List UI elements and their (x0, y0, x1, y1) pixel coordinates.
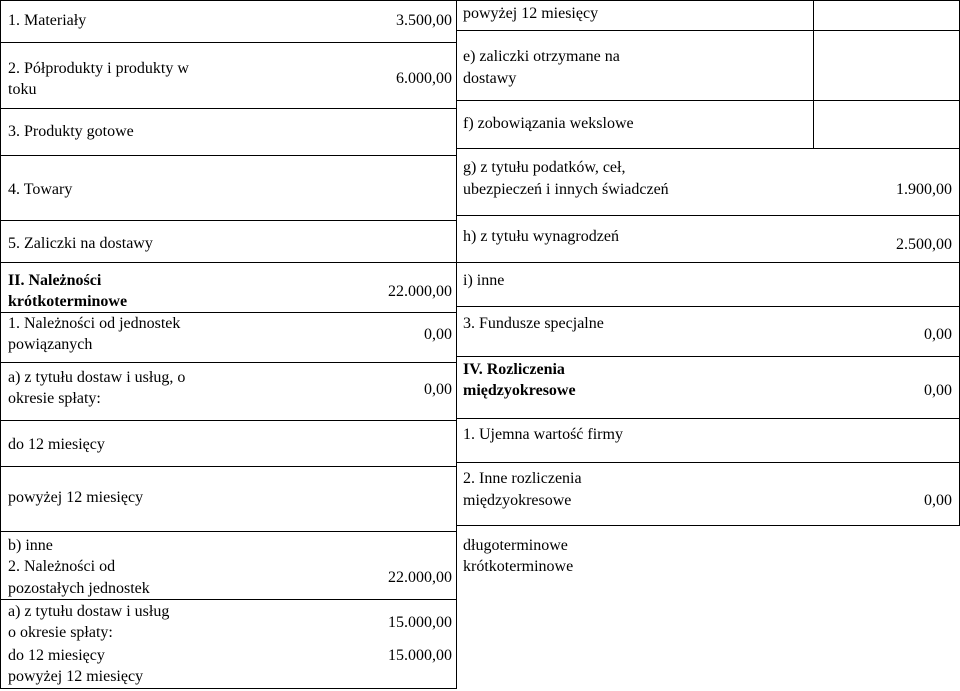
rule (456, 30, 960, 31)
row-label: 3. Fundusze specjalne (463, 315, 604, 332)
row-label: toku (8, 81, 37, 98)
row-value: 0,00 (424, 326, 452, 343)
rule (456, 215, 960, 216)
row-label: e) zaliczki otrzymane na (463, 48, 620, 65)
row-value: 0,00 (924, 326, 952, 343)
rule (456, 418, 960, 419)
rule (456, 100, 960, 101)
rule (0, 531, 456, 532)
row-label: do 12 miesięcy (8, 647, 105, 664)
row-value: 2.500,00 (896, 236, 952, 253)
row-label: powyżej 12 miesięcy (8, 668, 144, 685)
rule (0, 220, 456, 221)
row-value: 0,00 (924, 382, 952, 399)
row-label: do 12 miesięcy (8, 436, 105, 453)
row-value: 3.500,00 (396, 12, 452, 29)
rule (456, 0, 457, 689)
row-label: krótkoterminowe (463, 558, 574, 575)
rule (456, 262, 960, 263)
row-label: a) z tytułu dostaw i usług (8, 603, 170, 620)
row-label: o okresie spłaty: (8, 624, 113, 641)
rule (0, 362, 456, 363)
row-label: powyżej 12 miesięcy (463, 5, 599, 22)
row-label: a) z tytułu dostaw i usług, o (8, 369, 186, 386)
section-heading: międzyokresowe (463, 382, 576, 399)
row-label: 2. Półprodukty i produkty w (8, 60, 189, 77)
row-label: 2. Inne rozliczenia (463, 470, 582, 487)
row-label: 5. Zaliczki na dostawy (8, 235, 153, 252)
rule (456, 306, 960, 307)
rule (0, 0, 1, 689)
rule (0, 42, 456, 43)
rule (456, 148, 960, 149)
row-value: 6.000,00 (396, 70, 452, 87)
row-label: f) zobowiązania wekslowe (463, 115, 634, 132)
rule (0, 599, 456, 600)
row-label: okresie spłaty: (8, 390, 101, 407)
row-label: 3. Produkty gotowe (8, 123, 134, 140)
row-label: pozostałych jednostek (8, 580, 150, 597)
row-label: 1. Materiały (8, 12, 87, 29)
rule (813, 0, 814, 148)
row-label: powyżej 12 miesięcy (8, 489, 144, 506)
row-value: 0,00 (924, 492, 952, 509)
rule (0, 0, 960, 1)
rule (0, 262, 456, 263)
row-label: międzyokresowe (463, 492, 572, 509)
section-heading: II. Należności (8, 272, 102, 289)
row-value: 0,00 (424, 381, 452, 398)
row-label: powiązanych (8, 336, 93, 353)
row-value: 15.000,00 (388, 647, 452, 664)
row-label: h) z tytułu wynagrodzeń (463, 228, 619, 245)
section-heading: IV. Rozliczenia (463, 361, 565, 378)
rule (456, 525, 960, 526)
row-label: długoterminowe (463, 537, 568, 554)
rule (0, 466, 456, 467)
row-label: dostawy (463, 70, 517, 87)
row-label: 4. Towary (8, 181, 73, 198)
row-label: g) z tytułu podatków, ceł, (463, 159, 626, 176)
row-value: 22.000,00 (388, 569, 452, 586)
rule (0, 108, 456, 109)
row-label: 1. Ujemna wartość firmy (463, 426, 623, 443)
row-value: 15.000,00 (388, 614, 452, 631)
row-label: b) inne (8, 537, 53, 554)
row-label: 2. Należności od (8, 558, 116, 575)
row-label: i) inne (463, 272, 505, 289)
rule (456, 356, 960, 357)
rule (456, 462, 960, 463)
rule (0, 155, 456, 156)
row-label: ubezpieczeń i innych świadczeń (463, 181, 669, 198)
row-label: 1. Należności od jednostek (8, 315, 181, 332)
row-value: 1.900,00 (896, 181, 952, 198)
section-heading: krótkoterminowe (8, 293, 128, 310)
rule (0, 420, 456, 421)
row-value: 22.000,00 (388, 283, 452, 300)
rule (0, 688, 456, 689)
